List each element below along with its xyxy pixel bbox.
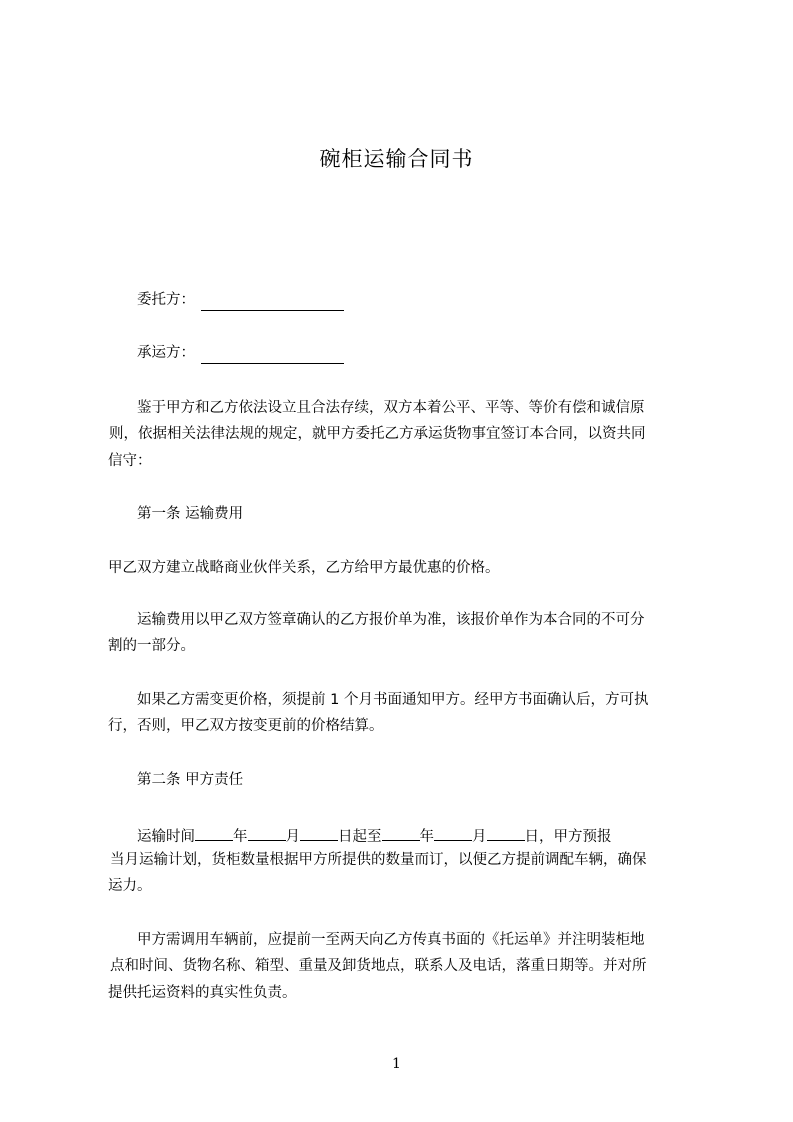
carrier-label: 承运方：: [137, 345, 195, 361]
document-title: 碗柜运输合同书: [319, 147, 474, 171]
transport-time-line-2: 当月运输计划，货柜数量根据甲方所提供的数量而订，以便乙方提前调配车辆，确保: [110, 852, 647, 868]
article2-para2-line-2: 点和时间、货物名称、箱型、重量及卸货地点，联系人及电话，落重日期等。并对所: [110, 958, 647, 974]
preamble-line-2: 则，依据相关法律法规的规定，就甲方委托乙方承运货物事宜签订本合同，以资共同: [109, 426, 646, 442]
start-day-blank[interactable]: [300, 823, 338, 841]
preamble-line-3: 信守：: [108, 453, 152, 469]
end-year-blank[interactable]: [382, 823, 420, 841]
article1-para2-line-2: 割的一部分。: [108, 638, 195, 654]
client-label: 委托方：: [137, 292, 195, 308]
article2-heading: 第二条 甲方责任: [137, 772, 244, 788]
article2-para2-line-3: 提供托运资料的真实性负责。: [108, 985, 297, 1001]
end-day-blank[interactable]: [487, 823, 525, 841]
carrier-blank-field[interactable]: [201, 343, 344, 364]
article1-heading: 第一条 运输费用: [137, 506, 244, 522]
start-month-blank[interactable]: [248, 823, 286, 841]
article2-para2-line-1: 甲方需调用车辆前，应提前一至两天向乙方传真书面的《托运单》并注明装柜地: [137, 932, 645, 948]
transport-time-line-1: [137, 823, 612, 847]
article1-para3-line-2: 行，否则，甲乙双方按变更前的价格结算。: [108, 718, 384, 734]
article1-para1: 甲乙双方建立战略商业伙伴关系，乙方给甲方最优惠的价格。: [108, 560, 500, 576]
preamble-line-1: 鉴于甲方和乙方依法设立且合法存续，双方本着公平、平等、等价有偿和诚信原: [137, 400, 645, 416]
start-year-blank[interactable]: [195, 823, 233, 841]
start-year-label: 年: [233, 829, 248, 845]
article1-para3-line-1: 如果乙方需变更价格，须提前 1 个月书面通知甲方。经甲方书面确认后，方可执: [137, 692, 649, 708]
page-number: 1: [392, 1056, 401, 1072]
end-month-label: 月: [472, 829, 487, 845]
start-day-label: 日起至: [338, 829, 382, 845]
start-month-label: 月: [285, 829, 300, 845]
client-blank-field[interactable]: [201, 290, 344, 311]
article1-para2-line-1: 运输费用以甲乙双方签章确认的乙方报价单为准，该报价单作为本合同的不可分: [137, 612, 645, 628]
end-year-label: 年: [419, 829, 434, 845]
end-month-blank[interactable]: [434, 823, 472, 841]
transport-time-prefix: 运输时间: [137, 829, 195, 845]
end-day-label: 日，甲方预报: [524, 829, 612, 845]
transport-time-line-3: 运力。: [108, 878, 152, 894]
